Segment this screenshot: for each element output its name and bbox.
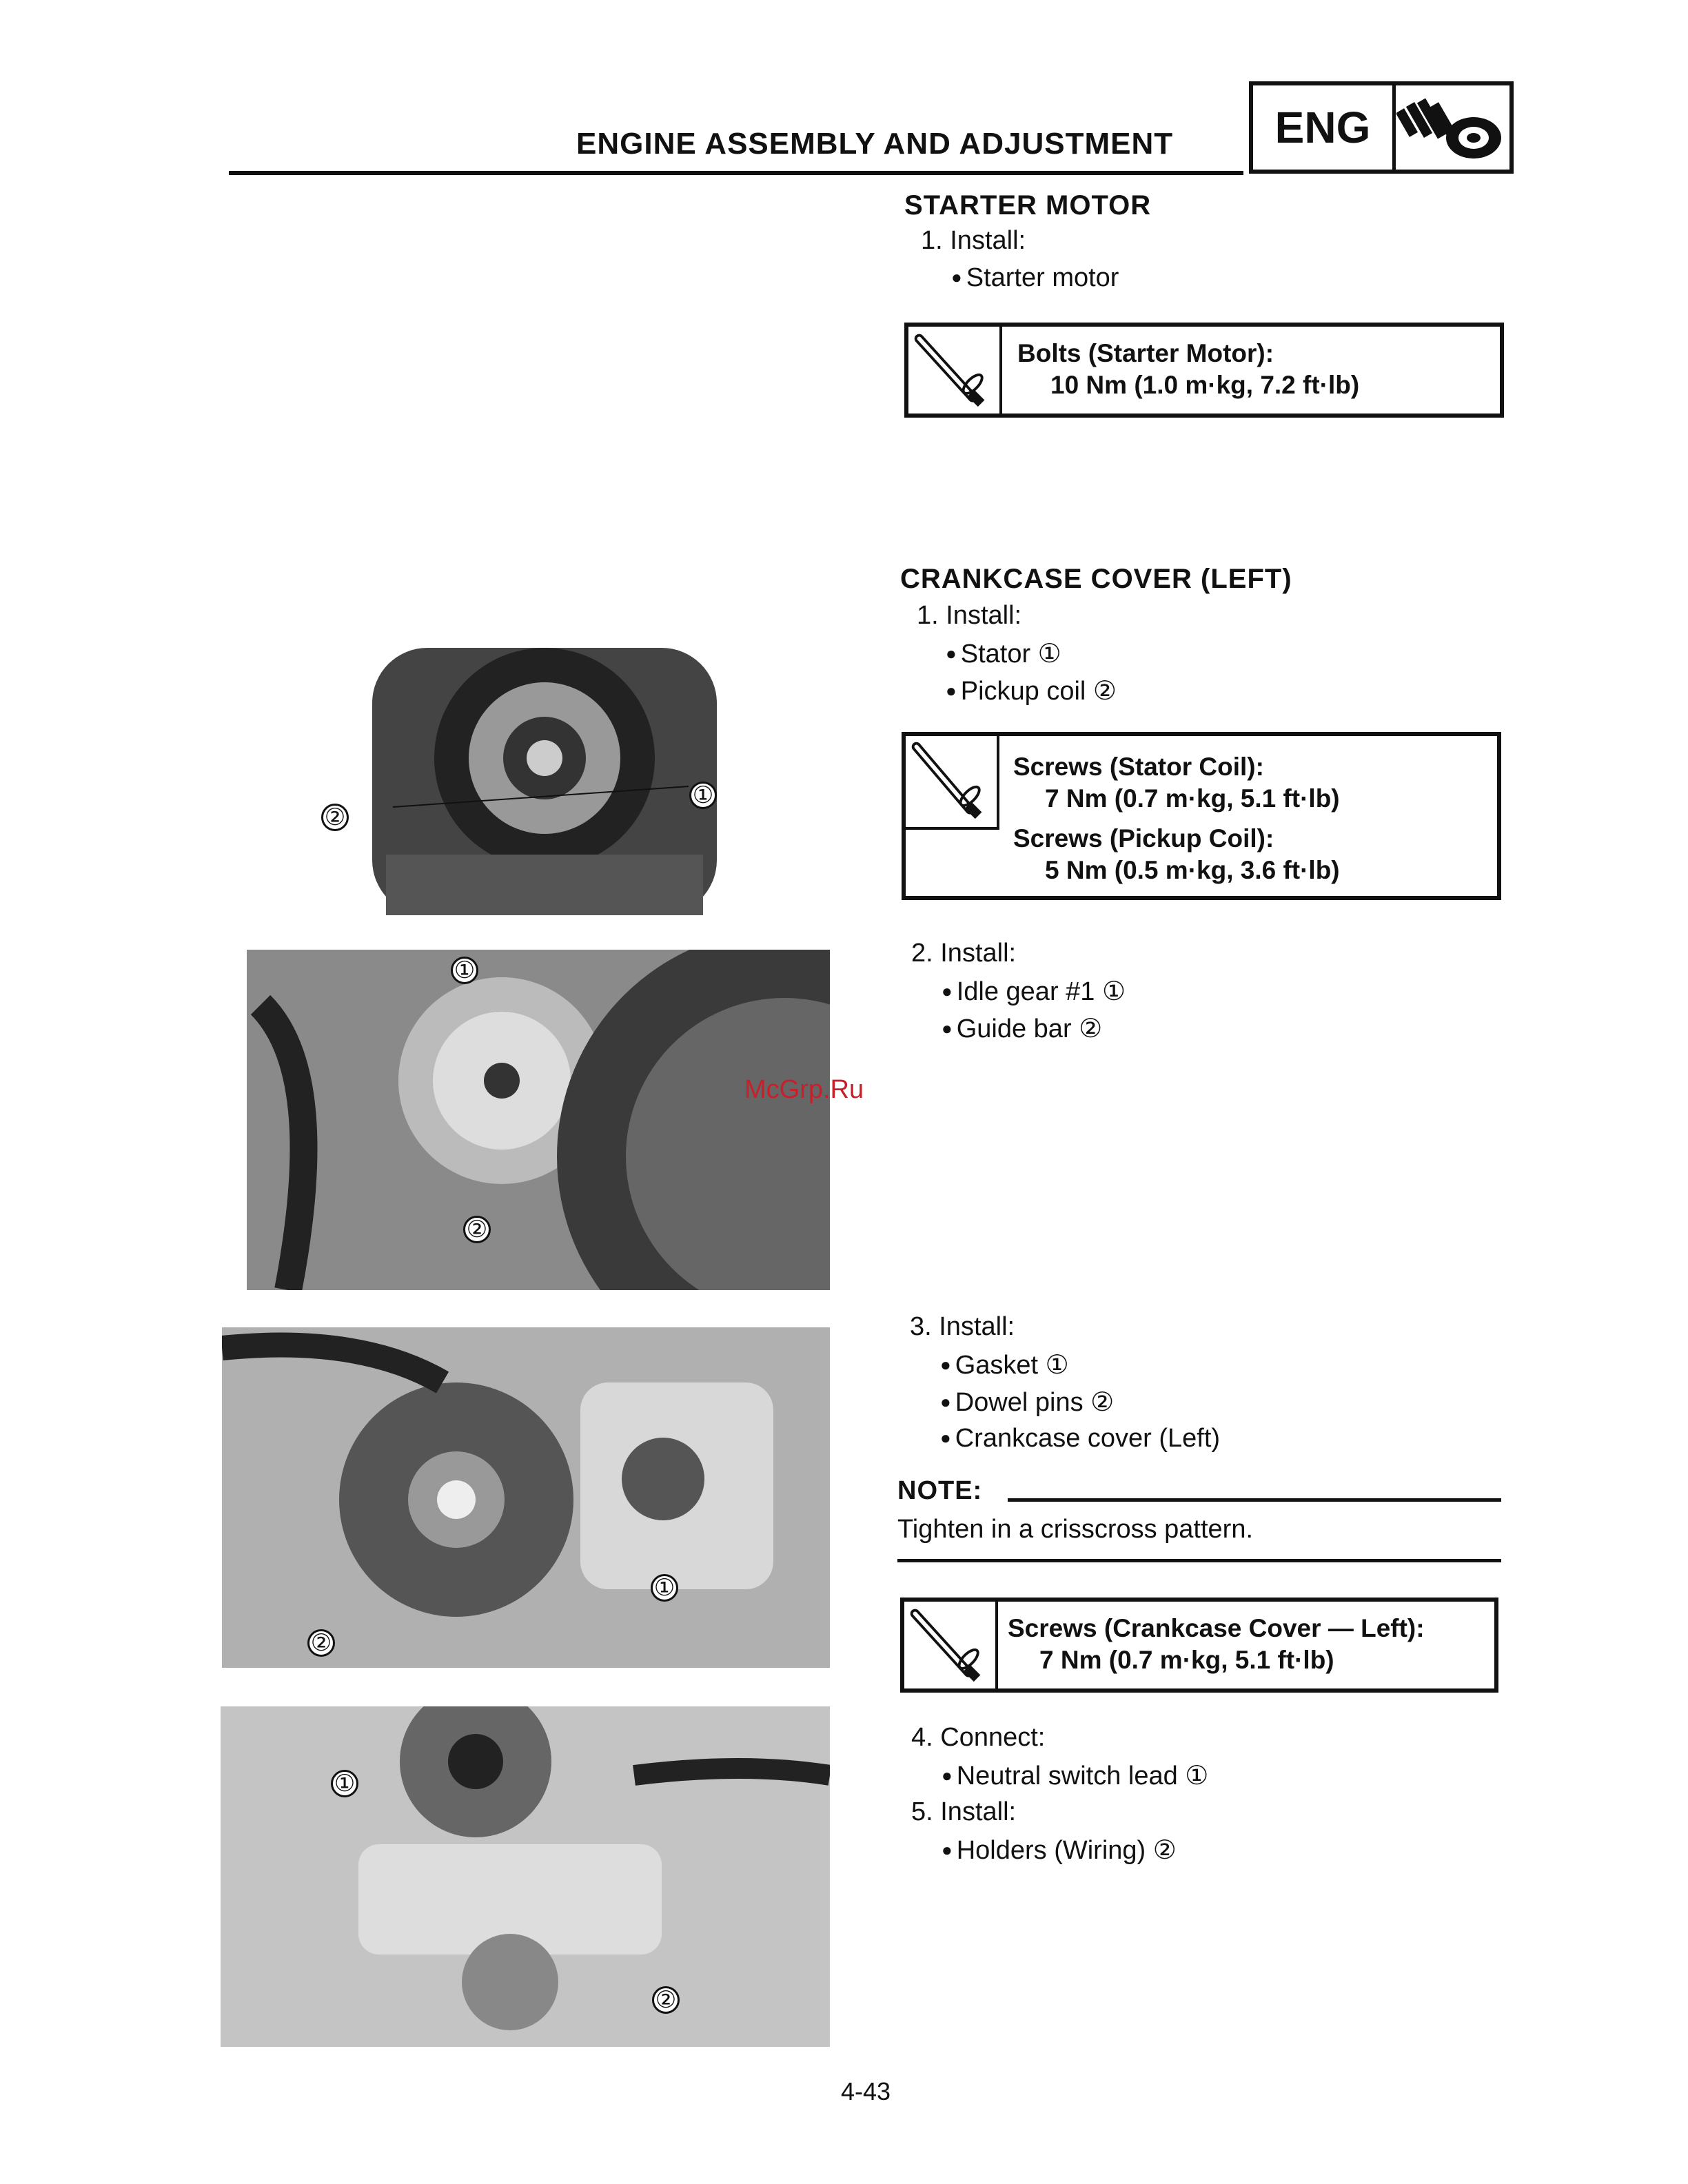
torque-wrench-icon bbox=[908, 327, 1002, 414]
note-label: NOTE: bbox=[897, 1476, 983, 1505]
engine-crank-icon bbox=[1396, 88, 1507, 167]
crankcase-step4-item-1: ● Neutral switch lead ① bbox=[942, 1760, 1208, 1791]
torque-stator-line1: Screws (Stator Coil): bbox=[1013, 753, 1264, 781]
torque-pickup-line1: Screws (Pickup Coil): bbox=[1013, 824, 1274, 853]
torque-cover-line2: 7 Nm (0.7 m·kg, 5.1 ft·lb) bbox=[1039, 1646, 1334, 1674]
torque-box-starter bbox=[904, 323, 1504, 418]
note-rule-bottom bbox=[897, 1559, 1501, 1562]
callout-1: ① bbox=[451, 957, 478, 984]
crankcase-step2-item-2: ● Guide bar ② bbox=[942, 1013, 1102, 1044]
crankcase-step-2: 2. Install: bbox=[911, 939, 1017, 968]
crankcase-step3-item-1: ● Gasket ① bbox=[940, 1349, 1069, 1380]
crankcase-step3-item-2: ● Dowel pins ② bbox=[940, 1387, 1114, 1418]
torque-wrench-icon bbox=[904, 1602, 998, 1688]
crankcase-step5-item-1: ● Holders (Wiring) ② bbox=[942, 1835, 1177, 1866]
torque-wrench-icon bbox=[906, 736, 999, 830]
callout-2: ② bbox=[652, 1986, 680, 2014]
callout-1: ① bbox=[651, 1574, 678, 1602]
torque-starter-line2: 10 Nm (1.0 m·kg, 7.2 ft·lb) bbox=[1050, 371, 1360, 399]
torque-box-crankcase-cover bbox=[900, 1598, 1498, 1693]
crankcase-step-5: 5. Install: bbox=[911, 1797, 1017, 1826]
torque-box-stator-pickup bbox=[902, 732, 1501, 900]
crankcase-step2-item-1: ● Idle gear #1 ① bbox=[942, 976, 1126, 1007]
crankcase-step1-item-2: ● Pickup coil ② bbox=[946, 675, 1117, 706]
callout-2: ② bbox=[321, 804, 349, 831]
stator-photo bbox=[358, 620, 731, 915]
torque-cover-line1: Screws (Crankcase Cover — Left): bbox=[1008, 1614, 1425, 1642]
idle-gear-photo bbox=[247, 950, 830, 1290]
starter-motor-heading: STARTER MOTOR bbox=[904, 190, 1152, 221]
header-rule bbox=[229, 171, 1243, 175]
crankcase-gasket-photo bbox=[222, 1327, 830, 1668]
starter-step-1: 1. Install: bbox=[921, 226, 1026, 255]
neutral-switch-photo bbox=[221, 1706, 830, 2047]
crankcase-cover-heading: CRANKCASE COVER (LEFT) bbox=[900, 564, 1292, 594]
crankcase-step-1: 1. Install: bbox=[917, 601, 1022, 630]
section-badge-label: ENG bbox=[1253, 85, 1396, 170]
starter-item-1: ● Starter motor bbox=[951, 263, 1119, 293]
page-number: 4-43 bbox=[841, 2077, 891, 2105]
note-rule-top bbox=[1008, 1498, 1501, 1502]
callout-2: ② bbox=[463, 1216, 491, 1243]
callout-2: ② bbox=[307, 1629, 335, 1657]
torque-starter-line1: Bolts (Starter Motor): bbox=[1017, 339, 1274, 367]
crankcase-step1-item-1: ● Stator ① bbox=[946, 638, 1061, 669]
torque-stator-line2: 7 Nm (0.7 m·kg, 5.1 ft·lb) bbox=[1045, 784, 1340, 813]
page-header-title: ENGINE ASSEMBLY AND ADJUSTMENT bbox=[576, 127, 1174, 161]
crankcase-step-4: 4. Connect: bbox=[911, 1723, 1046, 1752]
crankcase-step3-item-3: ● Crankcase cover (Left) bbox=[940, 1424, 1220, 1453]
section-badge bbox=[1249, 81, 1514, 174]
torque-pickup-line2: 5 Nm (0.5 m·kg, 3.6 ft·lb) bbox=[1045, 856, 1340, 884]
crankcase-step-3: 3. Install: bbox=[910, 1312, 1015, 1341]
callout-1: ① bbox=[331, 1770, 358, 1797]
callout-1: ① bbox=[689, 782, 717, 809]
note-text: Tighten in a crisscross pattern. bbox=[897, 1515, 1254, 1544]
watermark: McGrp.Ru bbox=[744, 1075, 864, 1104]
